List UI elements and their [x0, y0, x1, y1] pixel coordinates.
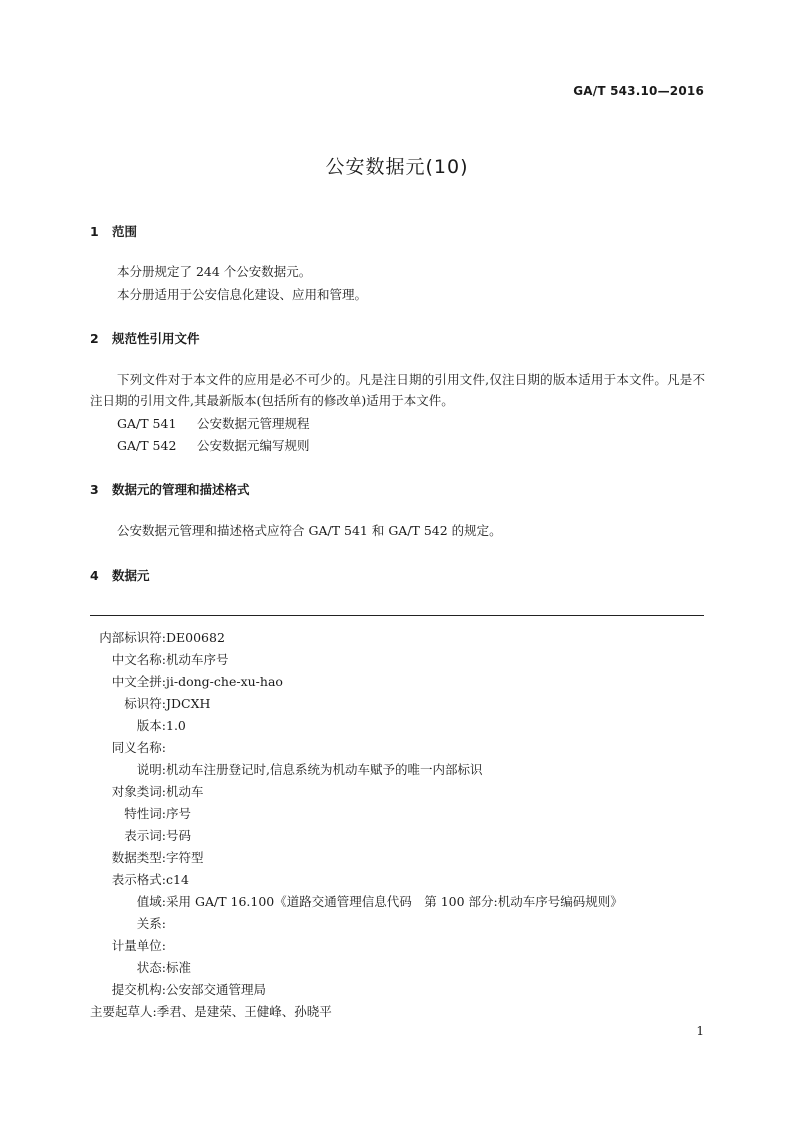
- field-label: 主要起草人:: [90, 1004, 157, 1019]
- section-number: 3: [90, 482, 99, 497]
- section-heading-format: [90, 480, 250, 498]
- field-label: 值域:: [136, 894, 166, 909]
- field-data-type: [90, 848, 204, 866]
- field-internal-id: [90, 628, 225, 646]
- field-identifier: [90, 694, 210, 712]
- field-value: ji-dong-che-xu-hao: [166, 674, 283, 689]
- field-format: [90, 870, 189, 888]
- field-value: 机动车: [166, 784, 204, 799]
- field-value: 公安部交通管理局: [166, 982, 267, 997]
- field-label: 中文名称:: [111, 652, 166, 667]
- reference-item: [117, 414, 310, 432]
- section-number: 2: [90, 331, 99, 346]
- section-heading-scope: [90, 222, 137, 240]
- field-label: 同义名称:: [111, 740, 166, 755]
- reference-name: 公安数据元管理规程: [197, 416, 310, 431]
- field-value: 序号: [166, 806, 192, 821]
- field-value: 标准: [166, 960, 192, 975]
- field-label: 内部标识符:: [99, 630, 166, 645]
- references-paragraph: 下列文件对于本文件的应用是必不可少的。凡是注日期的引用文件,仅注日期的版本适用于本文件。凡是不注日期的引用文件,其最新版本(包括所有的修改单)适用于本文件。: [90, 372, 705, 408]
- field-synonyms: [90, 738, 166, 756]
- field-value: 号码: [166, 828, 192, 843]
- section-title: 规范性引用文件: [112, 331, 200, 346]
- section-title: 数据元: [112, 568, 150, 583]
- field-value: 机动车注册登记时,信息系统为机动车赋予的唯一内部标识: [166, 762, 483, 777]
- section-heading-elements: [90, 566, 150, 584]
- scope-paragraph-2: 本分册适用于公安信息化建设、应用和管理。: [117, 287, 368, 302]
- field-representation: [90, 826, 191, 844]
- field-value: c14: [166, 872, 189, 887]
- standard-code: GA/T 543.10—2016: [573, 84, 704, 98]
- field-value: DE00682: [166, 630, 225, 645]
- field-label: 关系:: [136, 916, 166, 931]
- field-relation: [90, 914, 166, 932]
- field-value: 季君、是建荣、王健峰、孙晓平: [156, 1004, 332, 1019]
- field-chinese-name: [90, 650, 229, 668]
- field-label: 状态:: [136, 960, 166, 975]
- field-label: 版本:: [136, 718, 166, 733]
- field-drafters: [90, 1002, 332, 1020]
- field-pinyin: [90, 672, 283, 690]
- field-label: 说明:: [136, 762, 166, 777]
- field-label: 表示词:: [124, 828, 166, 843]
- field-label: 对象类词:: [111, 784, 166, 799]
- scope-paragraph-1: 本分册规定了 244 个公安数据元。: [117, 264, 312, 279]
- field-unit: [90, 936, 166, 954]
- reference-code: GA/T 542: [117, 438, 177, 453]
- section-number: 1: [90, 224, 99, 239]
- field-value: 1.0: [166, 718, 186, 733]
- field-label: 中文全拼:: [111, 674, 166, 689]
- field-label: 计量单位:: [111, 938, 166, 953]
- section-heading-references: [90, 329, 200, 347]
- field-label: 数据类型:: [111, 850, 166, 865]
- section-title: 范围: [112, 224, 138, 239]
- field-label: 表示格式:: [111, 872, 166, 887]
- field-label: 提交机构:: [111, 982, 166, 997]
- section-title: 数据元的管理和描述格式: [112, 482, 250, 497]
- field-value: JDCXH: [166, 696, 211, 711]
- divider-rule: [90, 615, 704, 616]
- field-description: [90, 760, 482, 778]
- reference-code: GA/T 541: [117, 416, 177, 431]
- field-property: [90, 804, 191, 822]
- field-value: 机动车序号: [166, 652, 229, 667]
- reference-name: 公安数据元编写规则: [197, 438, 310, 453]
- field-object-class: [90, 782, 204, 800]
- field-label: 特性词:: [124, 806, 166, 821]
- field-value: 采用 GA/T 16.100《道路交通管理信息代码 第 100 部分:机动车序号编码规则》: [166, 894, 623, 909]
- field-value-domain: [90, 892, 623, 910]
- field-value: 字符型: [166, 850, 204, 865]
- field-version: [90, 716, 186, 734]
- field-status: [90, 958, 191, 976]
- page-number: 1: [696, 1024, 704, 1038]
- section-number: 4: [90, 568, 99, 583]
- document-title: 公安数据元(10): [325, 156, 469, 178]
- format-paragraph: 公安数据元管理和描述格式应符合 GA/T 541 和 GA/T 542 的规定。: [117, 523, 502, 538]
- reference-item: [117, 436, 310, 454]
- field-label: 标识符:: [124, 696, 166, 711]
- field-submitter: [90, 980, 266, 998]
